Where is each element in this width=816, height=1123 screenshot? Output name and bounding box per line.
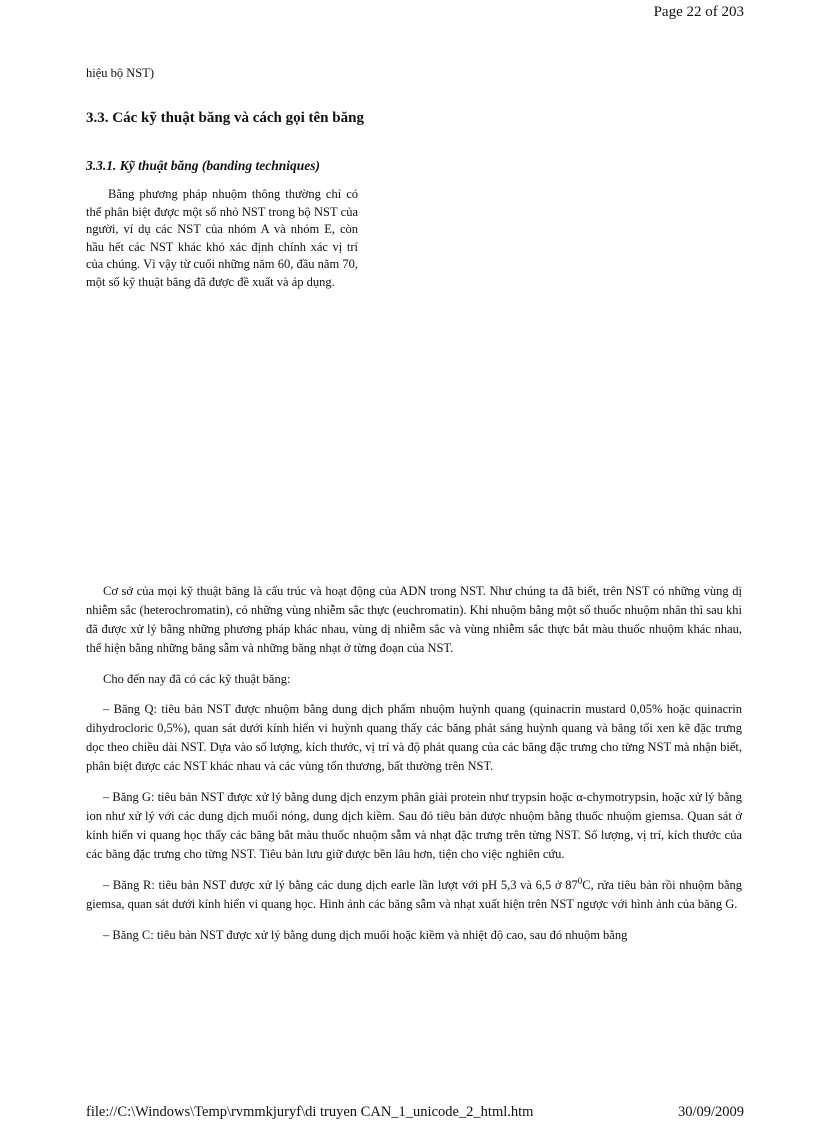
paragraph-band-q: – Băng Q: tiêu bản NST được nhuộm bằng dung dịch phẩm nhuộm huỳnh quang (quinacrin mustard 0,05% hoặc quinacrin dihydrocloric 0,5%), quan sát dưới kính hiển vi huỳnh quang thấy các băng phát sáng huỳnh quang và băng tối xen kẽ đặc trưng dọc theo chiều dài NST. Dựa vào số lượng, kích thước, vị trí và độ phát quang của các băng đặc trưng cho từng NST mà nhận biết, phân biệt được các NST khác nhau và các vùng tổn thương, bất thường trên NST. bbox=[86, 702, 742, 773]
page-number: Page 22 of 203 bbox=[653, 4, 744, 20]
section-title: 3.3. Các kỹ thuật băng và cách gọi tên băng bbox=[86, 110, 364, 126]
paragraph-basis: Cơ sở của mọi kỹ thuật băng là cấu trúc và hoạt động của ADN trong NST. Như chúng ta đã biết, trên NST có những vùng dị nhiễm sắc (heterochromatin), có những vùng nhiễm sắc thực (euchromatin). Khi nhuộm bằng một số thuốc nhuộm nhân thì sau khi đã được xử lý bằng những phương pháp khác nhau, vùng dị nhiễm sắc và vùng nhiễm sắc thực bắt màu thuốc nhuộm khác nhau, thể hiện bằng những băng sẫm và những băng nhạt ở từng đoạn của NST. bbox=[86, 584, 742, 655]
paragraph-band-g: – Băng G: tiêu bản NST được xử lý bằng dung dịch enzym phân giải protein như trypsin hoặc α-chymotrypsin, hoặc xử lý bằng ion như xử lý với các dung dịch muối nóng, dung dịch kiềm. Sau đó tiêu bản được nhuộm bằng thuốc nhuộm giemsa. Quan sát ở kính hiển vi quang học thấy các băng bắt màu thuốc nhuộm sẫm và nhạt đặc trưng trên từng NST. Số lượng, vị trí, kích thước của các băng đặc trưng cho từng NST. Tiêu bản lưu giữ được bền lâu hơn, tiện cho việc nghiên cứu. bbox=[86, 790, 742, 861]
band-r-text-start: – Băng R: tiêu bản NST được xử lý bằng các dung dịch earle lần lượt với pH 5,3 và 6,5 ở 87 bbox=[103, 878, 578, 892]
intro-paragraph: Bằng phương pháp nhuộm thông thường chỉ có thể phân biệt được một số nhỏ NST trong bộ NST của người, ví dụ các NST của nhóm A và nhóm E, còn hầu hết các NST khác khó xác định chính xác vị trí của chúng. Vì vậy từ cuối những năm 60, đầu năm 70, một số kỹ thuật băng đã được đề xuất và áp dụng. bbox=[86, 187, 358, 289]
degree-superscript: 0 bbox=[577, 876, 583, 886]
paragraph-band-r bbox=[86, 876, 742, 914]
paragraph-band-list-intro: Cho đến nay đã có các kỹ thuật băng: bbox=[103, 672, 291, 686]
footer-file-path: file://C:\Windows\Temp\rvmmkjuryf\di truyen CAN_1_unicode_2_html.htm bbox=[86, 1104, 534, 1120]
main-body bbox=[86, 582, 742, 957]
footer-date: 30/09/2009 bbox=[677, 1104, 744, 1120]
paragraph-band-c: – Băng C: tiêu bản NST được xử lý bằng dung dịch muối hoặc kiềm và nhiệt độ cao, sau đó nhuộm bằng bbox=[103, 928, 628, 942]
subsection-title: 3.3.1. Kỹ thuật băng (banding techniques) bbox=[86, 158, 321, 173]
band-r-text-end: C, rửa tiêu bản rồi nhuộm bằng giemsa, quan sát dưới kính hiển vi quang học. Hình ảnh các băng sẫm và nhạt xuất hiện trên NST ngược với hình ảnh của băng G. bbox=[86, 878, 742, 911]
continuation-text: hiệu bộ NST) bbox=[86, 66, 155, 80]
